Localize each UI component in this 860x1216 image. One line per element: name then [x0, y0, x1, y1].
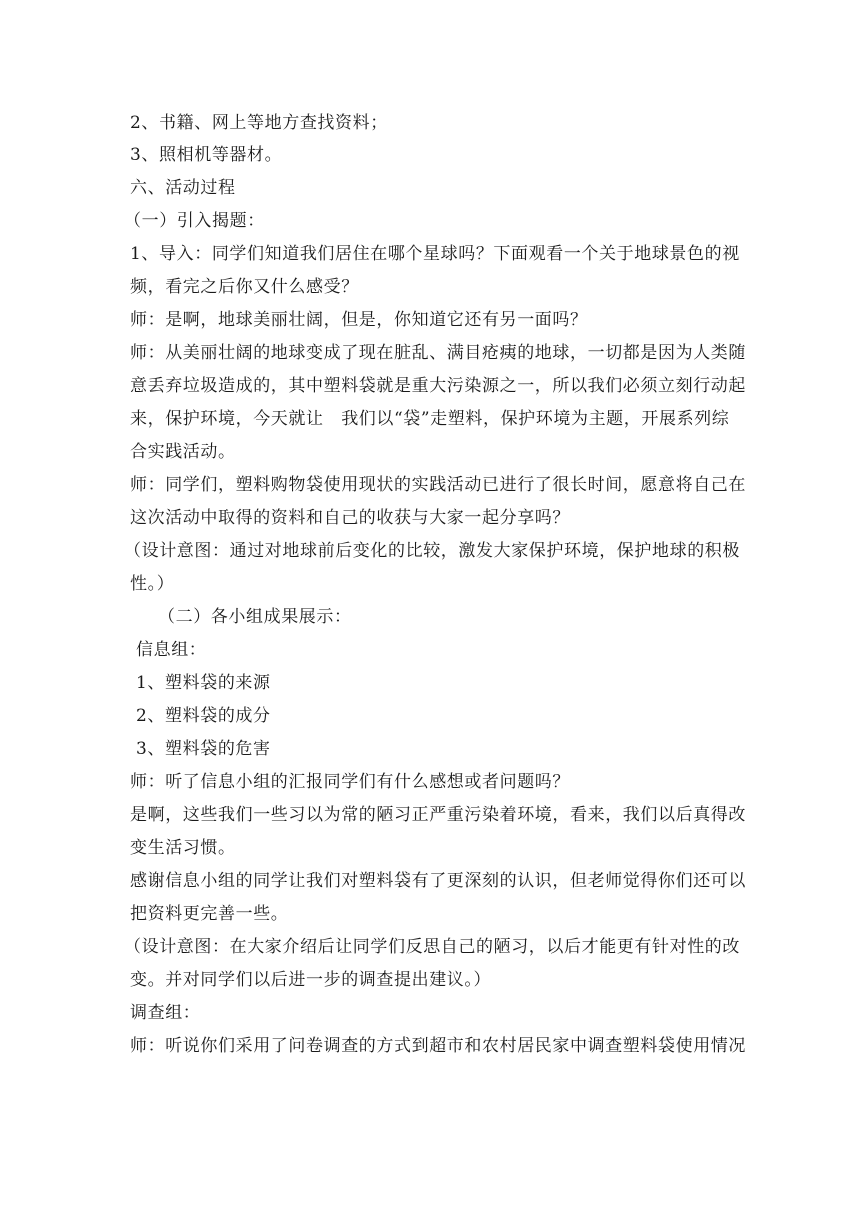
- text-line-5: 1、导入：同学们知道我们居住在哪个星球吗？下面观看一个关于地球景色的视: [130, 244, 740, 264]
- list-item: 2、塑料袋的成分: [136, 706, 271, 726]
- text-line-7: 师：是啊，地球美丽壮阔，但是，你知道它还有另一面吗？: [130, 310, 588, 330]
- text-line-1: 2、书籍、网上等地方查找资料；: [130, 113, 388, 133]
- subheading-introduction: （一）引入揭题：: [124, 211, 265, 231]
- subheading-group-results: （二）各小组成果展示：: [158, 607, 352, 627]
- text-line-25: 把资料更完善一些。: [130, 904, 289, 924]
- text-line-12: 师：同学们，塑料购物袋使用现状的实践活动已进行了很长时间，愿意将自己在: [130, 475, 746, 495]
- text-line-11: 合实践活动。: [130, 442, 236, 462]
- list-item: 3、塑料袋的危害: [136, 739, 271, 759]
- text-line-6: 频，看完之后你又什么感受？: [130, 277, 359, 297]
- list-item: 1、塑料袋的来源: [136, 673, 271, 693]
- text-line-23: 变生活习惯。: [130, 838, 236, 858]
- text-line-24: 感谢信息小组的同学让我们对塑料袋有了更深刻的认识，但老师觉得你们还可以: [130, 871, 746, 891]
- design-intent-1: （设计意图：通过对地球前后变化的比较，激发大家保护环境，保护地球的积极: [124, 541, 740, 561]
- section-heading-activity-process: 六、活动过程: [130, 178, 236, 198]
- text-line-22: 是啊，这些我们一些习以为常的陋习正严重污染着环境，看来，我们以后真得改: [130, 805, 746, 825]
- group-label-info: 信息组：: [136, 640, 207, 660]
- group-label-survey: 调查组：: [130, 1003, 201, 1023]
- text-line-8: 师：从美丽壮阔的地球变成了现在脏乱、满目疮痍的地球，一切都是因为人类随: [130, 343, 746, 363]
- text-line-9: 意丢弃垃圾造成的，其中塑料袋就是重大污染源之一，所以我们必须立刻行动起: [130, 376, 746, 396]
- text-line-13: 这次活动中取得的资料和自己的收获与大家一起分享吗？: [130, 508, 570, 528]
- text-line-27: 变。并对同学们以后进一步的调查提出建议。）: [130, 970, 492, 990]
- text-line-2: 3、照相机等器材。: [130, 145, 283, 165]
- text-line-21: 师：听了信息小组的汇报同学们有什么感想或者问题吗？: [130, 772, 570, 792]
- text-line-29: 师：听说你们采用了问卷调查的方式到超市和农村居民家中调查塑料袋使用情况: [130, 1036, 746, 1056]
- text-line-15: 性。）: [130, 574, 175, 594]
- text-line-10: 来，保护环境，今天就让 我们以“袋”走塑料，保护环境为主题，开展系列综: [130, 409, 730, 429]
- design-intent-2: （设计意图：在大家介绍后让同学们反思自己的陋习，以后才能更有针对性的改: [124, 937, 740, 957]
